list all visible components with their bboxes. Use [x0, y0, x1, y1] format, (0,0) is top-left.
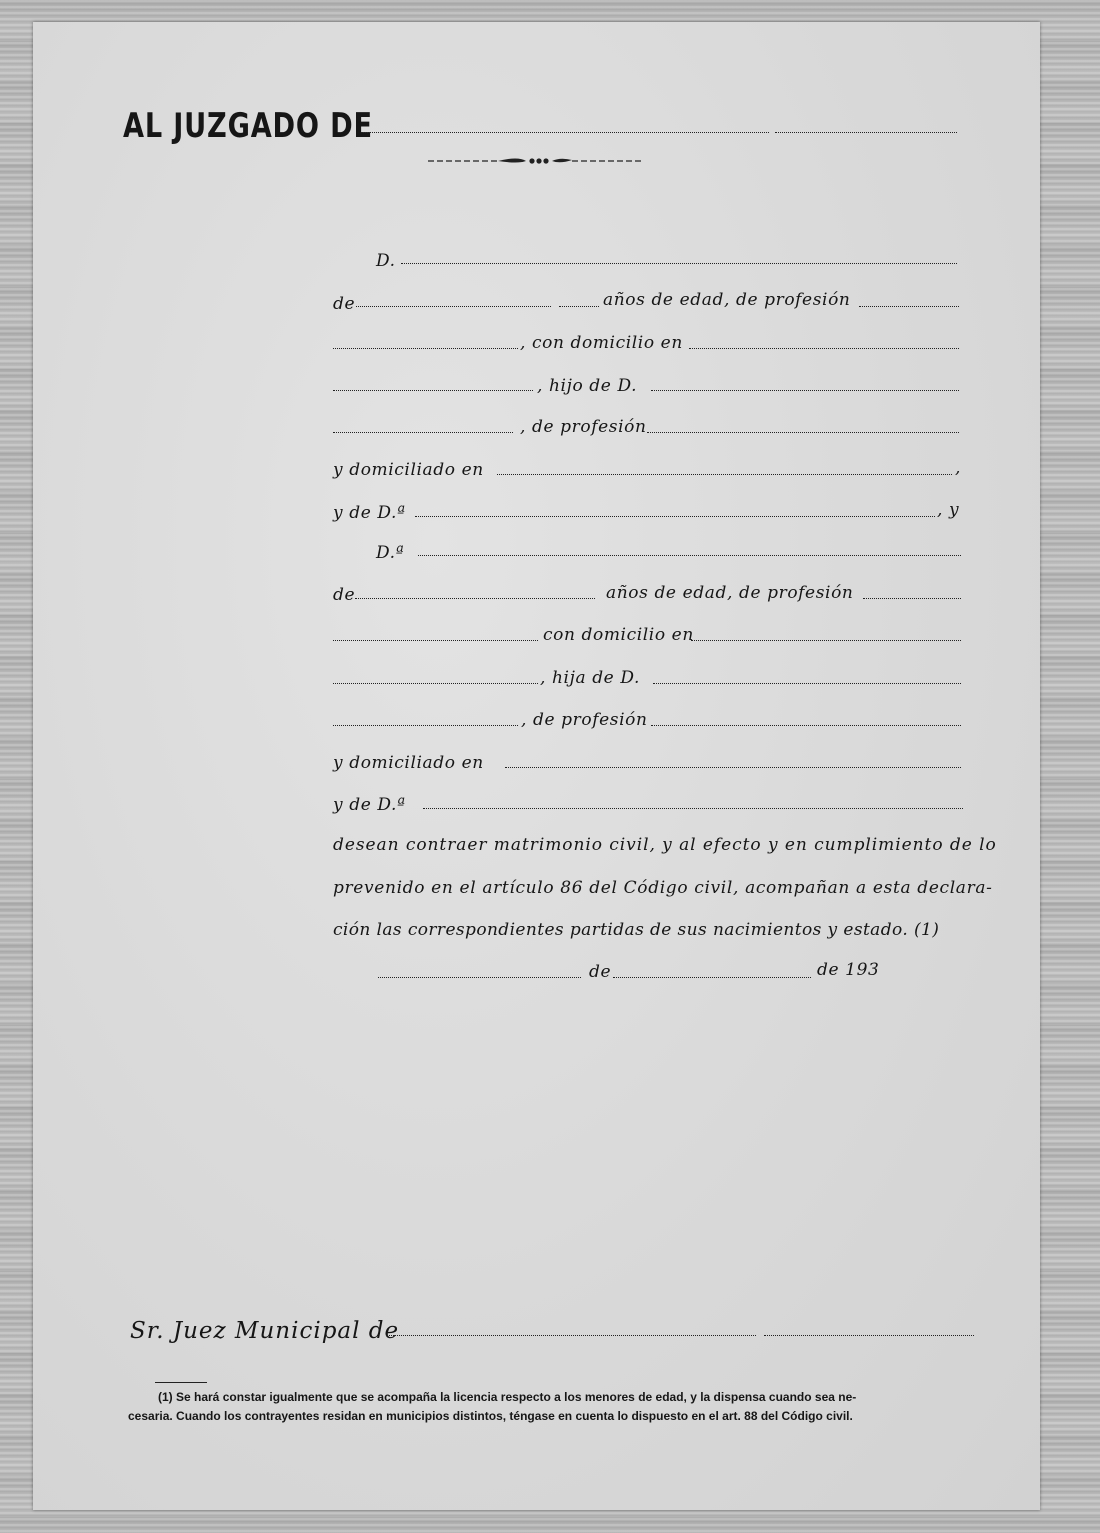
and-mark: , y: [937, 500, 960, 520]
declaration-line-2: prevenido en el artículo 86 del Código civil, acompañan a esta declara-: [333, 878, 993, 898]
date-field[interactable]: [613, 977, 811, 978]
groom-parents-domicile-field[interactable]: [497, 474, 952, 475]
declaration-line-3: ción las correspondientes partidas de sus nacimientos y estado. (1): [333, 920, 940, 940]
groom-father-profession-label: , de profesión: [520, 417, 647, 437]
judge-label: Sr. Juez Municipal de: [130, 1318, 400, 1344]
bride-father-field[interactable]: [653, 683, 961, 684]
municipality-field-extra[interactable]: [764, 1335, 974, 1336]
groom-mother-label: y de D.ª: [333, 503, 406, 523]
dona-label: D.ª: [376, 543, 405, 563]
bride-name-field[interactable]: [418, 555, 961, 556]
date-de-label: de: [589, 962, 612, 982]
groom-domiciled-label: y domiciliado en: [333, 460, 484, 480]
groom-domicile-field[interactable]: [689, 348, 959, 349]
court-name-field[interactable]: [361, 132, 769, 133]
bride-domicile-field[interactable]: [691, 640, 961, 641]
groom-de-label: de: [333, 294, 356, 314]
bride-domicile-label: con domicilio en: [543, 625, 694, 645]
bride-mother-label: y de D.ª: [333, 795, 406, 815]
bride-field-b[interactable]: [333, 683, 538, 684]
bride-profession-field[interactable]: [863, 598, 961, 599]
groom-father-label: , hijo de D.: [537, 376, 638, 396]
bride-father-profession-field[interactable]: [651, 725, 961, 726]
groom-father-profession-field[interactable]: [647, 432, 959, 433]
bride-field-c[interactable]: [333, 725, 518, 726]
municipality-field[interactable]: [386, 1335, 756, 1336]
groom-field-c[interactable]: [333, 432, 513, 433]
bride-domiciled-label: y domiciliado en: [333, 753, 484, 773]
bride-mother-field[interactable]: [423, 808, 963, 809]
groom-father-field[interactable]: [651, 390, 959, 391]
bride-father-profession-label: , de profesión: [521, 710, 648, 730]
footnote-rule: [155, 1382, 207, 1383]
groom-mother-field[interactable]: [415, 516, 935, 517]
groom-name-field[interactable]: [401, 263, 957, 264]
don-label: D.: [376, 251, 396, 271]
groom-field-a[interactable]: [333, 348, 518, 349]
bride-origin-field[interactable]: [355, 598, 595, 599]
court-name-field-extra[interactable]: [775, 132, 957, 133]
comma-mark: ,: [955, 458, 962, 478]
groom-field-b[interactable]: [333, 390, 533, 391]
bride-de-label: de: [333, 585, 356, 605]
groom-profession-field[interactable]: [859, 306, 959, 307]
footnote-line-2: cesaria. Cuando los contrayentes residan en municipios distintos, téngase en cuenta lo dispuesto en el art. 88 del Código civil.: [128, 1409, 853, 1423]
groom-age-label: años de edad, de profesión: [603, 290, 851, 310]
place-field[interactable]: [378, 977, 581, 978]
year-label: de 193: [817, 960, 880, 980]
groom-age-field[interactable]: [559, 306, 599, 307]
groom-domicile-label: , con domicilio en: [520, 333, 683, 353]
bride-age-label: años de edad, de profesión: [606, 583, 854, 603]
form-title: AL JUZGADO DE: [123, 106, 373, 146]
footnote-line-1: (1) Se hará constar igualmente que se acompaña la licencia respecto a los menores de edad, y la dispensa cuando sea ne-: [158, 1390, 857, 1404]
form-sheet: [33, 22, 1040, 1510]
declaration-line-1: desean contraer matrimonio civil, y al efecto y en cumplimiento de lo: [333, 835, 997, 855]
bride-parents-domicile-field[interactable]: [505, 767, 961, 768]
groom-origin-field[interactable]: [356, 306, 551, 307]
bride-father-label: , hija de D.: [540, 668, 640, 688]
ornament-divider: [428, 150, 644, 172]
bride-field-a[interactable]: [333, 640, 538, 641]
